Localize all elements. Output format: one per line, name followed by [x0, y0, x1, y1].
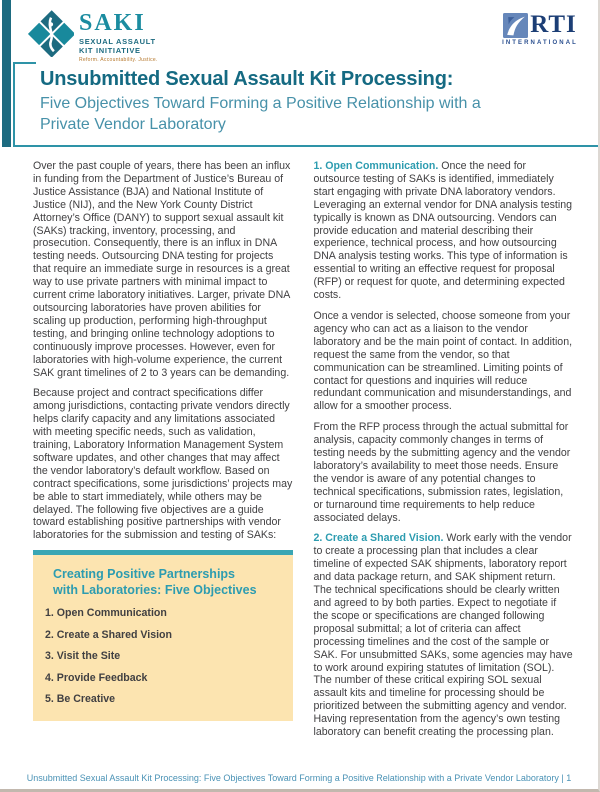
page-subtitle: Five Objectives Toward Forming a Positive Relationship with a Private Vendor Laboratory — [40, 95, 481, 134]
saki-wordmark: SAKI — [79, 10, 146, 36]
left-accent-bar — [2, 0, 11, 147]
paragraph-intro-2: Because project and contract specifications differ among jurisdictions, contacting private vendors directly helps clarify capacity and any limitations associated with meeting specific needs, such as validation, training, Laboratory Information Management System software updates, and other changes that may affect the vendor laboratory’s default workflow. Based on contract specifications, some jurisdictions’ projects may be able to start immediately, while others may be delayed. The following five objectives are a guide toward establishing positive partnerships with vendor laboratories for the submission and testing of SAKs: — [33, 387, 293, 542]
section-lead: 2. Create a Shared Vision. — [313, 532, 444, 545]
section-text: Work early with the vendor to create a processing plan that includes a clear timeline of expected SAK shipments, laboratory report and data package return, and SAK shipment return. The technical specifications should be clearly written and agreed to by both parties. Expect to negotiate if the scope or specifications are changed following proposal submittal; a lot of criteria can affect processing timelines and the cost of the sample or SAK. For unsubmitted SAKs, some agencies may have to work around expiring statutes of limitation (SOL). The number of these critical expiring SOL sexual assault kits and timeline for processing should be prioritized between the submitting agency and vendor. Having representation from the agency’s own testing laboratory can benefit creating the processing plan. — [313, 532, 573, 739]
saki-logo-text — [79, 9, 158, 63]
section-text: Once a vendor is selected, choose someone from your agency who can act as a liaison to the vendor laboratory and be the main point of contact. In addition, request the same from the vendor, so that communication can be streamlined. Limiting points of contact for questions and inquiries will reduce redundant communication and misunderstandings, and allow for a smoother process. — [313, 309, 573, 413]
objective-item-3: 3. Visit the Site — [45, 650, 121, 663]
objective-item-4: 4. Provide Feedback — [45, 671, 148, 684]
saki-sub-line1: SEXUAL ASSAULT — [79, 36, 156, 46]
paragraph-intro-1: Over the past couple of years, there has been an influx in funding from the Department of Justice’s Bureau of Justice Assistance (BJA) and National Institute of Justice (NIJ), and the New York County District Attorney’s Office (DANY) to support sexual assault kit (SAKs) tracking, inventory, processing, and prosecution. Consequently, there is an influx in DNA testing needs. Outsourcing DNA testing for projects that require an immediate surge in resources is a great way to use private partners with minimal impact to current crime laboratory initiatives. Larger, private DNA outsourcing laboratories have proven abilities for scaling up production, performing high-throughput testing, and bringing online technology adoptions to continuously improve processes. However, even for laboratories with high-volume experience, the current SAK grant timelines of 2 to 3 years can be demanding. — [33, 160, 291, 379]
left-column — [33, 160, 293, 747]
objective-item-1: 1. Open Communication — [45, 607, 167, 620]
rti-wordmark: RTI — [530, 11, 577, 38]
rti-sub-text: INTERNATIONAL — [502, 40, 578, 46]
body-columns — [33, 160, 573, 747]
objectives-box-title: Creating Positive Partnerships with Laboratories: Five Objectives — [53, 567, 257, 598]
section-text: Once the need for outsource testing of SAKs is identified, immediately start engaging with private DNA laboratory vendors. Leveraging an external vendor for DNA analysis testing typically is known as DNA outsourcing. Vendors can provide education and material describing their experience, technical process, and how outsourcing DNA analysis testing works. This type of information is essential to writing an effective request for proposal (RFP) or request for quote, and determining expected costs. — [313, 160, 573, 302]
page-footer: Unsubmitted Sexual Assault Kit Processing: Five Objectives Toward Forming a Positive Relationship with a Private Vendor Laboratory | 1 — [26, 773, 572, 783]
saki-tagline: Reform. Accountability. Justice. — [79, 57, 158, 64]
saki-sub-line2: KIT INITIATIVE — [79, 46, 141, 56]
section-shared-vision — [314, 532, 574, 739]
saki-pinwheel-icon — [28, 9, 74, 57]
objective-item-5: 5. Be Creative — [45, 693, 116, 706]
rti-logo — [502, 13, 578, 46]
right-column — [314, 160, 574, 747]
page-title: Unsubmitted Sexual Assault Kit Processing: — [40, 68, 454, 90]
objective-item-2: 2. Create a Shared Vision — [45, 628, 172, 641]
rti-swirl-icon — [503, 13, 528, 38]
objectives-list — [45, 607, 279, 705]
section-rfp-process — [314, 421, 574, 524]
title-frame — [13, 64, 598, 147]
objectives-box — [33, 550, 293, 721]
section-liaison — [314, 310, 574, 413]
section-open-communication — [314, 160, 574, 302]
section-text: From the RFP process through the actual submittal for analysis, capacity commonly changes in terms of testing needs by the submitting agency and the vendor laboratory’s availability to meet those needs. Ensure the vendor is aware of any potential changes to technical specifications, submission rates, legislation, or turnaround time requirements to help reduce associated delays. — [313, 421, 571, 524]
section-lead: 1. Open Communication. — [313, 160, 439, 172]
saki-logo — [28, 9, 158, 63]
